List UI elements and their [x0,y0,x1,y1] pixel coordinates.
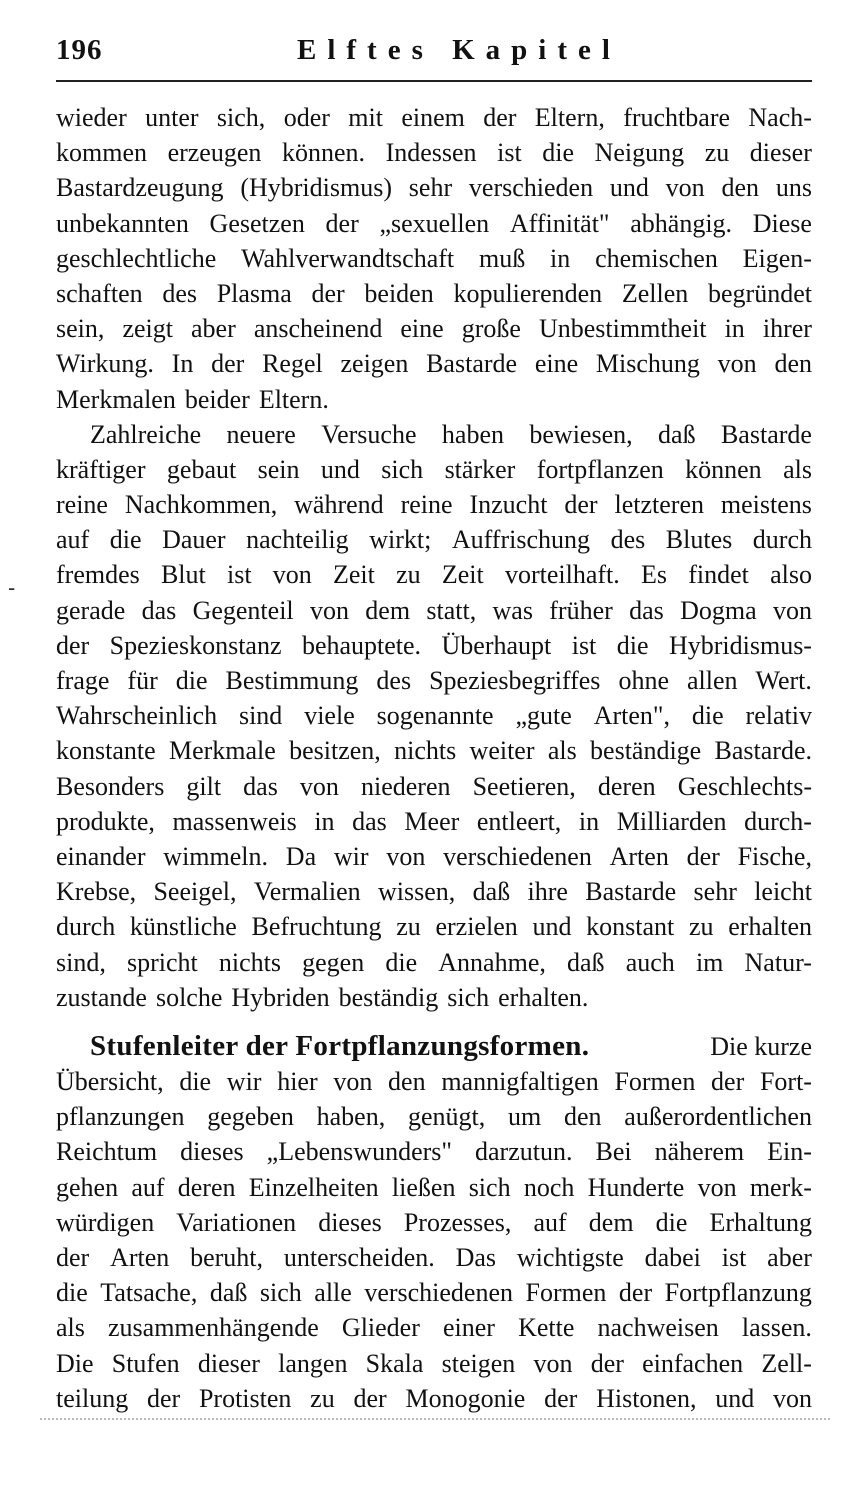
header-rule [56,80,812,82]
text-line: Bastardzeugung (Hybridismus) sehr verschieden und von den uns [56,173,812,203]
text-line: würdigen Variationen dieses Prozesses, auf dem die Erhaltung [56,1207,812,1237]
text-line: reine Nachkommen, während reine Inzucht der letzteren meistens [56,490,812,520]
text-line: produkte, massenweis in das Meer entleert, in Milliarden durch- [56,806,812,836]
page-header [56,34,816,74]
text-line: der Arten beruht, unterscheiden. Das wichtigste dabei ist aber [56,1243,812,1272]
text-line: auf die Dauer nachteilig wirkt; Auffrischung des Blutes durch [56,525,812,555]
text-line: zustande solche Hybriden beständig sich erhalten. [56,982,589,1012]
text-line: sind, spricht nichts gegen die Annahme, daß auch im Natur- [56,947,812,977]
page-number: 196 [56,34,103,66]
heading-line-rest: Die kurze [710,1031,812,1061]
text-line: die Tatsache, daß sich alle verschiedenen Formen der Fortpflanzung [56,1278,812,1308]
text-line: einander wimmeln. Da wir von verschiedenen Arten der Fische, [56,841,812,871]
paragraph-1 [56,100,812,417]
text-line: Merkmalen beider Eltern. [56,384,329,414]
text-line: teilung der Protisten zu der Monogonie der Histonen, und von [56,1383,812,1413]
running-head: Elftes Kapitel [297,34,621,66]
text-line: der Spezieskonstanz behauptete. Überhaupt ist die Hybridismus- [56,630,812,660]
text-line: Besonders gilt das von niederen Seetieren, deren Geschlechts- [56,771,812,801]
text-line: gehen auf deren Einzelheiten ließen sich noch Hunderte von merk- [56,1172,812,1202]
section-heading: Stufenleiter der Fortpflanzungsformen. [90,1029,590,1062]
text-line: gerade das Gegenteil von dem statt, was früher das Dogma von [56,595,812,625]
text-line: kommen erzeugen können. Indessen ist die Neigung zu dieser [56,138,812,168]
scan-artifact-dots [40,1418,830,1422]
text-line: Krebse, Seeigel, Vermalien wissen, daß ihre Bastarde sehr leicht [56,877,812,907]
heading-line [56,1029,812,1064]
text-line: sein, zeigt aber anscheinend eine große Unbestimmtheit in ihrer [56,314,812,344]
text-line: frage für die Bestimmung des Speziesbegriffes ohne allen Wert. [56,666,812,695]
text-line: konstante Merkmale besitzen, nichts weiter als beständige Bastarde. [56,736,812,766]
body-text [56,100,812,1416]
text-line: geschlechtliche Wahlverwandtschaft muß in chemischen Eigen- [56,243,812,273]
text-line: kräftiger gebaut sein und sich stärker fortpflanzen können als [56,454,812,484]
text-line: fremdes Blut ist von Zeit zu Zeit vorteilhaft. Es findet also [56,560,812,590]
text-line: Wahrscheinlich sind viele sogenannte „gute Arten", die relativ [56,701,812,731]
text-line: Die Stufen dieser langen Skala steigen von der einfachen Zell- [56,1348,812,1378]
paragraph-3 [56,1029,812,1416]
paragraph-2 [56,417,812,1015]
text-line: durch künstliche Befruchtung zu erzielen und konstant zu erhalten [56,912,812,942]
text-line: Reichtum dieses „Lebenswunders" darzutun. Bei näherem Ein- [56,1137,812,1167]
text-line: Zahlreiche neuere Versuche haben bewiesen, daß Bastarde [90,419,812,449]
text-line: als zusammenhängende Glieder einer Kette nachweisen lassen. [56,1313,812,1343]
text-line: Übersicht, die wir hier von den mannigfaltigen Formen der Fort- [56,1067,812,1097]
text-line: schaften des Plasma der beiden kopulierenden Zellen begründet [56,278,812,308]
margin-mark: - [8,575,16,600]
text-line: Wirkung. In der Regel zeigen Bastarde eine Mischung von den [56,349,812,379]
text-line: pflanzungen gegeben haben, genügt, um den außerordentlichen [56,1102,812,1132]
text-line: unbekannten Gesetzen der „sexuellen Affinität" abhängig. Diese [56,208,812,238]
text-line: wieder unter sich, oder mit einem der Eltern, fruchtbare Nach- [56,103,812,132]
